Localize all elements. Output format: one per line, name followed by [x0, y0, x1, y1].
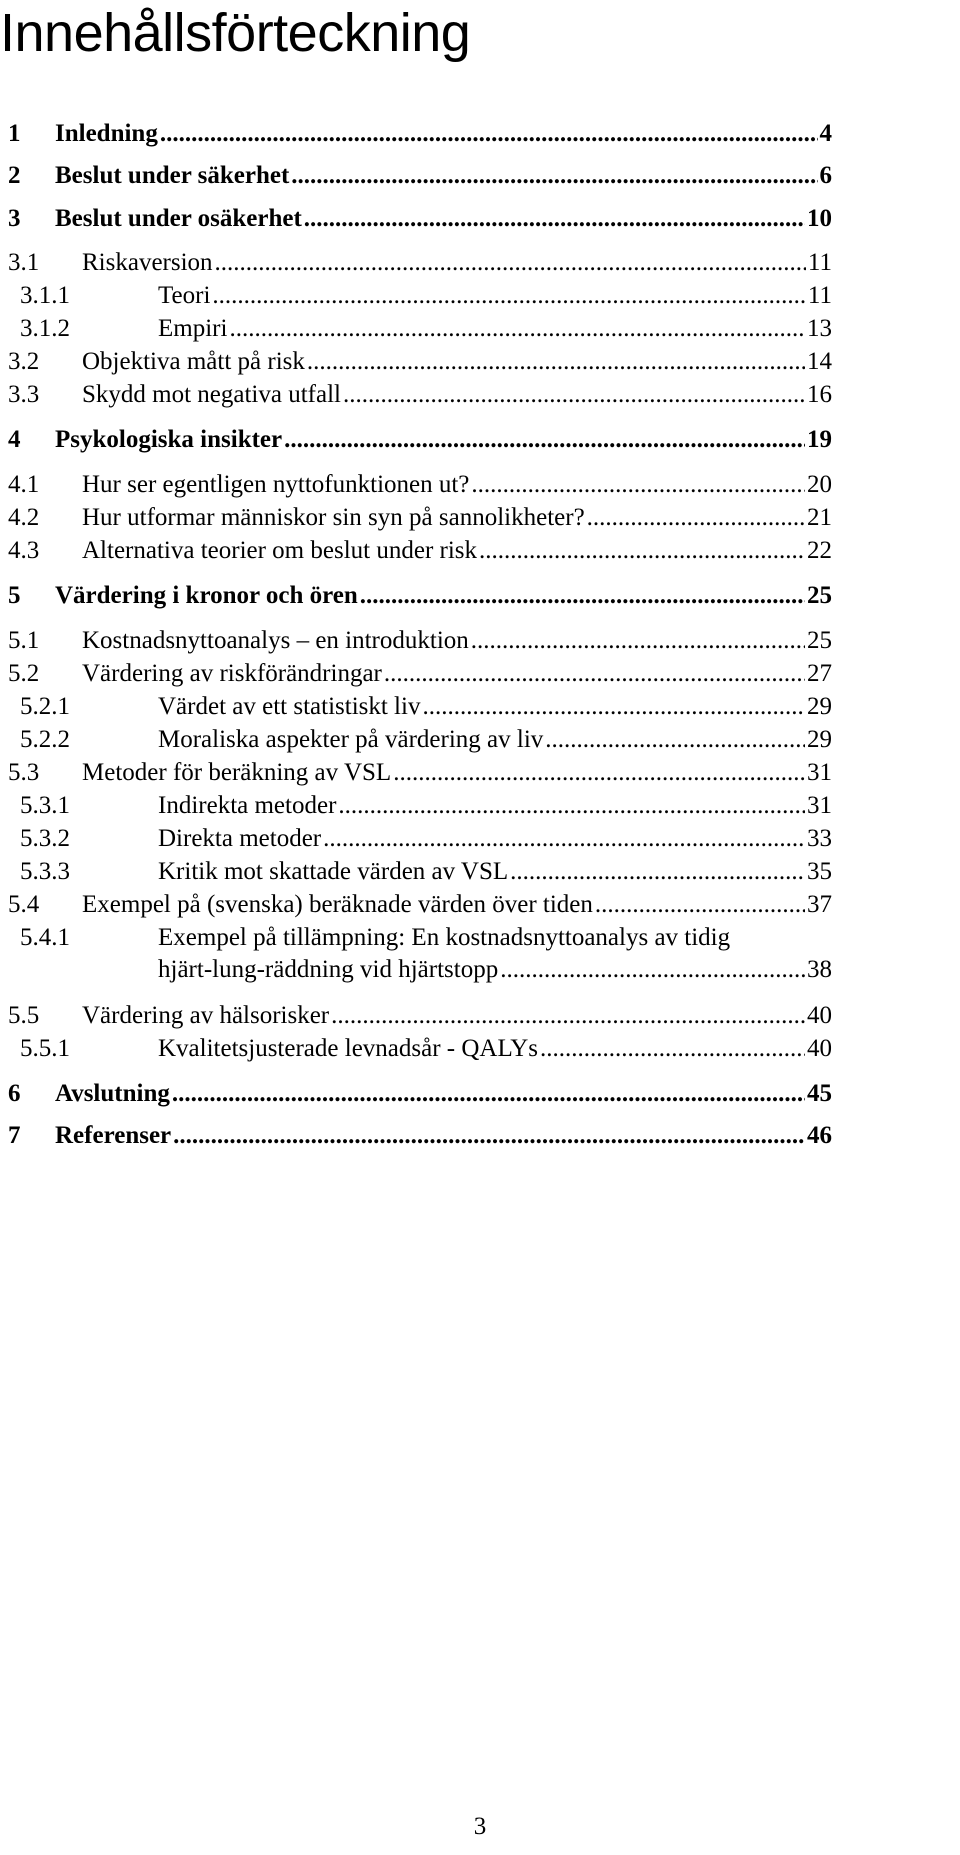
toc-entry-title: Värdering i kronor och ören — [55, 582, 358, 609]
toc-entry-title: Kostnadsnyttoanalys – en introduktion — [82, 627, 469, 654]
toc-entry-page: 40 — [807, 1035, 832, 1062]
toc-entry-title: Alternativa teorier om beslut under risk — [82, 537, 478, 564]
toc-entry[interactable] — [8, 625, 832, 657]
toc-entry-title: Exempel på (svenska) beräknade värden över tiden — [82, 891, 593, 918]
toc-entry-title: Beslut under osäkerhet — [55, 205, 302, 232]
toc-entry-page: 29 — [807, 693, 832, 720]
toc-entry-page: 31 — [807, 759, 832, 786]
toc-entry-number: 4.3 — [8, 537, 40, 564]
toc-entry[interactable] — [8, 379, 832, 411]
toc-entry-number: 6 — [8, 1080, 21, 1107]
toc-entry-number: 4.2 — [8, 504, 40, 531]
toc-entry-page: 46 — [807, 1122, 832, 1149]
toc-entry[interactable] — [20, 922, 832, 986]
toc-entry-page: 11 — [807, 282, 832, 309]
toc-entry-number: 5.2.2 — [20, 726, 70, 753]
toc-dot-leader — [284, 424, 805, 456]
toc-entry-title: Psykologiska insikter — [55, 426, 283, 453]
toc-entry-number: 3.1.1 — [20, 282, 70, 309]
toc-entry-title: Hur utformar människor sin syn på sannolikheter? — [82, 504, 585, 531]
toc-entry-page: 19 — [807, 426, 832, 453]
toc-entry-title: Empiri — [158, 315, 228, 342]
toc-entry-page: 38 — [807, 956, 832, 983]
toc-entry-page: 13 — [807, 315, 832, 342]
toc-entry-number: 3.3 — [8, 381, 40, 408]
toc-entry[interactable] — [8, 160, 832, 192]
toc-entry-title: Avslutning — [55, 1080, 170, 1107]
toc-entry[interactable] — [8, 118, 832, 150]
toc-entry[interactable] — [20, 280, 832, 312]
toc-entry-title: Inledning — [55, 120, 158, 147]
toc-entry-title: Objektiva mått på risk — [82, 348, 305, 375]
toc-entry-number: 4 — [8, 426, 21, 453]
toc-entry[interactable] — [8, 1078, 832, 1110]
toc-entry-number: 5.3 — [8, 759, 40, 786]
toc-entry-number: 1 — [8, 120, 21, 147]
toc-entry-number: 3 — [8, 205, 21, 232]
toc-entry-page: 14 — [807, 348, 832, 375]
toc-entry-number: 5.5 — [8, 1002, 40, 1029]
toc-entry-title: Kritik mot skattade värden av VSL — [158, 858, 509, 885]
toc-entry-page: 40 — [807, 1002, 832, 1029]
toc-entry-title-line2: hjärt-lung-räddning vid hjärtstopp — [158, 956, 499, 983]
toc-entry-number: 5.4 — [8, 891, 40, 918]
toc-dot-leader — [471, 625, 805, 657]
toc-entry[interactable] — [8, 757, 832, 789]
toc-entry-title: Metoder för beräkning av VSL — [82, 759, 392, 786]
toc-dot-leader — [212, 280, 806, 312]
toc-entry-number: 3.1.2 — [20, 315, 70, 342]
toc-entry-number: 5.1 — [8, 627, 40, 654]
toc-entry-title: Moraliska aspekter på värdering av liv — [158, 726, 544, 753]
toc-entry-page: 11 — [807, 249, 832, 276]
toc-entry[interactable] — [8, 658, 832, 690]
toc-entry-page: 35 — [807, 858, 832, 885]
toc-dot-leader — [291, 160, 817, 192]
toc-dot-leader — [422, 691, 805, 723]
toc-entry-number: 5.5.1 — [20, 1035, 70, 1062]
toc-dot-leader — [343, 379, 805, 411]
toc-entry[interactable] — [8, 346, 832, 378]
toc-entry-title: Beslut under säkerhet — [55, 162, 290, 189]
toc-entry-page: 21 — [807, 504, 832, 531]
toc-entry[interactable] — [8, 424, 832, 456]
toc-entry-page: 37 — [807, 891, 832, 918]
page-title: Innehållsförteckning — [0, 3, 471, 63]
toc-dot-leader — [545, 724, 805, 756]
toc-dot-leader — [215, 247, 806, 279]
toc-entry-title-continuation — [158, 954, 832, 986]
toc-dot-leader — [471, 469, 805, 501]
toc-entry-page: 10 — [807, 205, 832, 232]
toc-entry-title: Värdering av riskförändringar — [82, 660, 382, 687]
toc-dot-leader — [587, 502, 805, 534]
toc-entry-title: Exempel på tillämpning: En kostnadsnyttoanalys av tidig — [158, 924, 731, 951]
toc-entry[interactable] — [8, 469, 832, 501]
toc-entry[interactable] — [20, 856, 832, 888]
toc-entry-page: 27 — [807, 660, 832, 687]
toc-dot-leader — [229, 313, 805, 345]
toc-dot-leader — [393, 757, 805, 789]
toc-entry-title: Hur ser egentligen nyttofunktionen ut? — [82, 471, 470, 498]
toc-entry[interactable] — [20, 823, 832, 855]
toc-dot-leader — [384, 658, 805, 690]
toc-entry[interactable] — [20, 691, 832, 723]
toc-dot-leader — [172, 1078, 805, 1110]
toc-entry-number: 3.1 — [8, 249, 40, 276]
toc-entry[interactable] — [8, 502, 832, 534]
toc-entry-page: 20 — [807, 471, 832, 498]
toc-entry-page: 22 — [807, 537, 832, 564]
toc-entry-number: 4.1 — [8, 471, 40, 498]
toc-entry-title: Indirekta metoder — [158, 792, 337, 819]
toc-entry-page: 6 — [819, 162, 832, 189]
toc-entry[interactable] — [20, 790, 832, 822]
toc-entry[interactable] — [8, 535, 832, 567]
toc-entry[interactable] — [8, 247, 832, 279]
toc-entry[interactable] — [8, 580, 832, 612]
toc-dot-leader — [304, 203, 805, 235]
toc-entry[interactable] — [20, 313, 832, 345]
toc-entry[interactable] — [8, 203, 832, 235]
page-number: 3 — [473, 1813, 487, 1840]
toc-entry-number: 3.2 — [8, 348, 40, 375]
toc-entry-page: 31 — [807, 792, 832, 819]
toc-dot-leader — [595, 889, 805, 921]
toc-dot-leader — [479, 535, 805, 567]
toc-entry-number: 5.4.1 — [20, 924, 70, 951]
toc-entry-page: 29 — [807, 726, 832, 753]
toc-entry-page: 4 — [819, 120, 832, 147]
toc-entry-page: 16 — [807, 381, 832, 408]
toc-entry-title: Värdering av hälsorisker — [82, 1002, 330, 1029]
toc-dot-leader — [173, 1120, 805, 1152]
toc-entry-title: Kvalitetsjusterade levnadsår - QALYs — [158, 1035, 539, 1062]
toc-dot-leader — [360, 580, 805, 612]
toc-entry-page: 25 — [807, 582, 832, 609]
toc-entry[interactable] — [8, 889, 832, 921]
toc-entry-number: 5.2 — [8, 660, 40, 687]
toc-dot-leader — [338, 790, 805, 822]
toc-dot-leader — [540, 1033, 805, 1065]
toc-entry-page: 45 — [807, 1080, 832, 1107]
toc-entry-page: 33 — [807, 825, 832, 852]
toc-entry-title: Skydd mot negativa utfall — [82, 381, 341, 408]
toc-entry-number: 5.2.1 — [20, 693, 70, 720]
toc-entry-number: 5 — [8, 582, 21, 609]
toc-dot-leader — [160, 118, 818, 150]
toc-dot-leader — [323, 823, 805, 855]
toc-entry-number: 7 — [8, 1122, 21, 1149]
toc-entry-page: 25 — [807, 627, 832, 654]
toc-entry-title: Riskaversion — [82, 249, 213, 276]
toc-entry-number: 2 — [8, 162, 21, 189]
toc-entry[interactable] — [8, 1120, 832, 1152]
toc-dot-leader — [307, 346, 805, 378]
toc-entry-number: 5.3.3 — [20, 858, 70, 885]
toc-entry-number: 5.3.2 — [20, 825, 70, 852]
toc-entry-title: Värdet av ett statistiskt liv — [158, 693, 421, 720]
toc-entry[interactable] — [20, 724, 832, 756]
toc-entry-title: Teori — [158, 282, 211, 309]
toc-dot-leader — [500, 954, 805, 986]
toc-entry-number: 5.3.1 — [20, 792, 70, 819]
toc-entry-title: Referenser — [55, 1122, 172, 1149]
toc-dot-leader — [331, 1000, 805, 1032]
toc-dot-leader — [510, 856, 805, 888]
toc-entry[interactable] — [8, 1000, 832, 1032]
toc-entry-title: Direkta metoder — [158, 825, 322, 852]
toc-entry[interactable] — [20, 1033, 832, 1065]
